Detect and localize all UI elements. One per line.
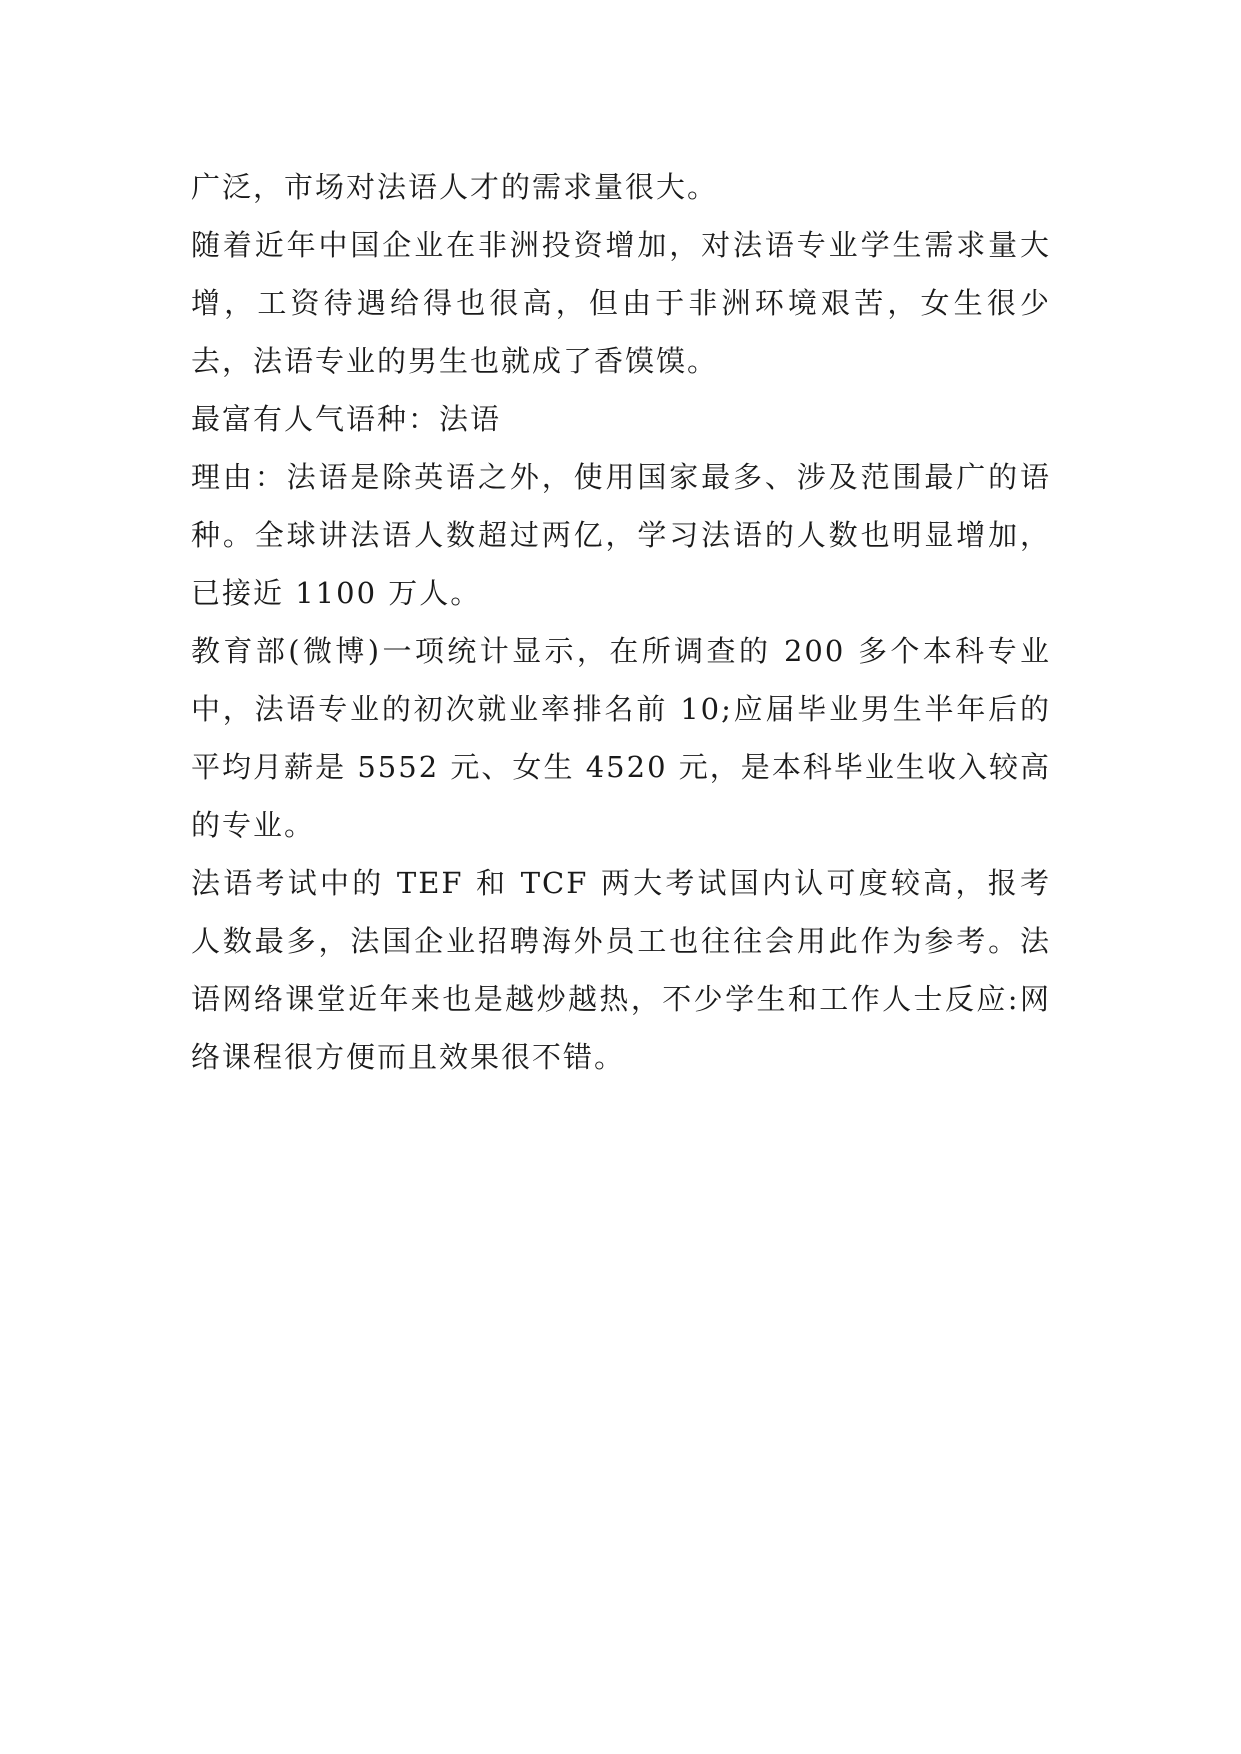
paragraph-employment-statistics: 教育部(微博)一项统计显示，在所调查的 200 多个本科专业中，法语专业的初次就业率排名前 10;应届毕业男生半年后的平均月薪是 5552 元、女生 4520 元，是本科毕业生收入较高的专业。	[191, 634, 1051, 842]
paragraph-heading-popular-language: 最富有人气语种：法语	[191, 402, 502, 436]
paragraph-continuation: 广泛，市场对法语人才的需求量很大。	[191, 170, 719, 204]
paragraph-exams-online-courses: 法语考试中的 TEF 和 TCF 两大考试国内认可度较高，报考人数最多，法国企业招聘海外员工也往往会用此作为参考。法语网络课堂近年来也是越炒越热，不少学生和工作人士反应:网络课程很方便而且效果很不错。	[191, 866, 1051, 1074]
paragraph-reason: 理由：法语是除英语之外，使用国家最多、涉及范围最广的语种。全球讲法语人数超过两亿，学习法语的人数也明显增加，已接近 1100 万人。	[191, 460, 1051, 610]
paragraph-africa-demand: 随着近年中国企业在非洲投资增加，对法语专业学生需求量大增，工资待遇给得也很高，但由于非洲环境艰苦，女生很少去，法语专业的男生也就成了香馍馍。	[191, 228, 1051, 378]
document-body	[191, 158, 1051, 1086]
